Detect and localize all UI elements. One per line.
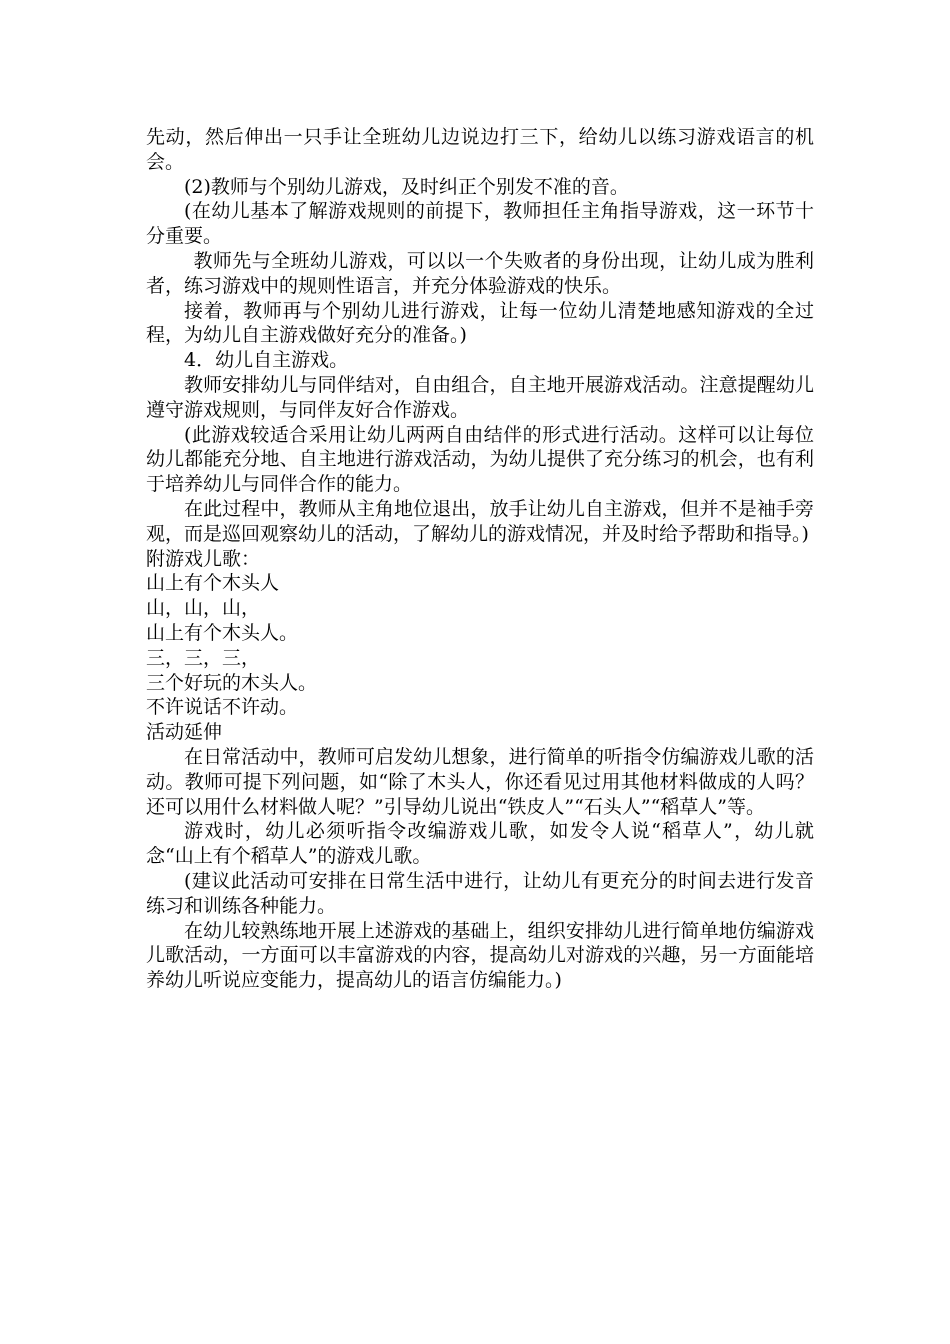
paragraph-step-2: (2)教师与个别幼儿游戏，及时纠正个别发不准的音。 [184,175,629,198]
rhyme-line: 不许说话不许动。 [146,696,299,719]
heading-rhyme: 附游戏儿歌： [146,547,261,570]
paragraph-extension-note-2: 在幼儿较熟练地开展上述游戏的基础上，组织安排幼儿进行简单地仿编游戏儿歌活动，一方面可以丰富游戏的内容，提高幼儿对游戏的兴趣，另一方面能培养幼儿听说应变能力，提高幼儿的语言仿编能力。) [146,919,814,992]
paragraph-extension-note-1: (建议此活动可安排在日常生活中进行，让幼儿有更充分的时间去进行发音练习和训练各种能力。 [146,869,814,917]
heading-extension: 活动延伸 [146,721,223,744]
rhyme-line: 山，山，山， [146,597,261,620]
paragraph-note-1: (在幼儿基本了解游戏规则的前提下，教师担任主角指导游戏，这一环节十分重要。 [146,200,814,248]
paragraph-note-3: 接着，教师再与个别幼儿进行游戏，让每一位幼儿清楚地感知游戏的全过程，为幼儿自主游戏做好充分的准备。) [146,299,814,347]
paragraph-extension-1: 在日常活动中，教师可启发幼儿想象，进行简单的听指令仿编游戏儿歌的活动。教师可提下列问题，如“除了木头人，你还看见过用其他材料做成的人吗？还可以用什么材料做人呢？”引导幼儿说出“铁皮人”“石头人”“稻草人”等。 [146,745,814,818]
rhyme-line: 三，三，三， [146,646,261,669]
paragraph-intro: 先动，然后伸出一只手让全班幼儿边说边打三下，给幼儿以练习游戏语言的机会。 [146,126,814,173]
paragraph-note-4: (此游戏较适合采用让幼儿两两自由结伴的形式进行活动。这样可以让每位幼儿都能充分地、自主地进行游戏活动，为幼儿提供了充分练习的机会，也有利于培养幼儿与同伴合作的能力。 [146,423,814,496]
rhyme-line: 山上有个木头人 [146,572,280,595]
paragraph-step-4-body: 教师安排幼儿与同伴结对，自由组合，自主地开展游戏活动。注意提醒幼儿遵守游戏规则，与同伴友好合作游戏。 [146,373,814,421]
heading-step-4: 4．幼儿自主游戏。 [184,349,349,372]
paragraph-note-5: 在此过程中，教师从主角地位退出，放手让幼儿自主游戏，但并不是袖手旁观，而是巡回观察幼儿的活动，了解幼儿的游戏情况，并及时给予帮助和指导。) [146,497,814,545]
paragraph-note-2: 教师先与全班幼儿游戏，可以以一个失败者的身份出现，让幼儿成为胜利者，练习游戏中的规则性语言，并充分体验游戏的快乐。 [146,249,814,297]
paragraph-extension-2: 游戏时，幼儿必须听指令改编游戏儿歌，如发令人说“稻草人”，幼儿就念“山上有个稻草人”的游戏儿歌。 [146,820,814,868]
document-page [146,125,814,993]
rhyme-line: 三个好玩的木头人。 [146,671,318,694]
rhyme-line: 山上有个木头人。 [146,621,299,644]
